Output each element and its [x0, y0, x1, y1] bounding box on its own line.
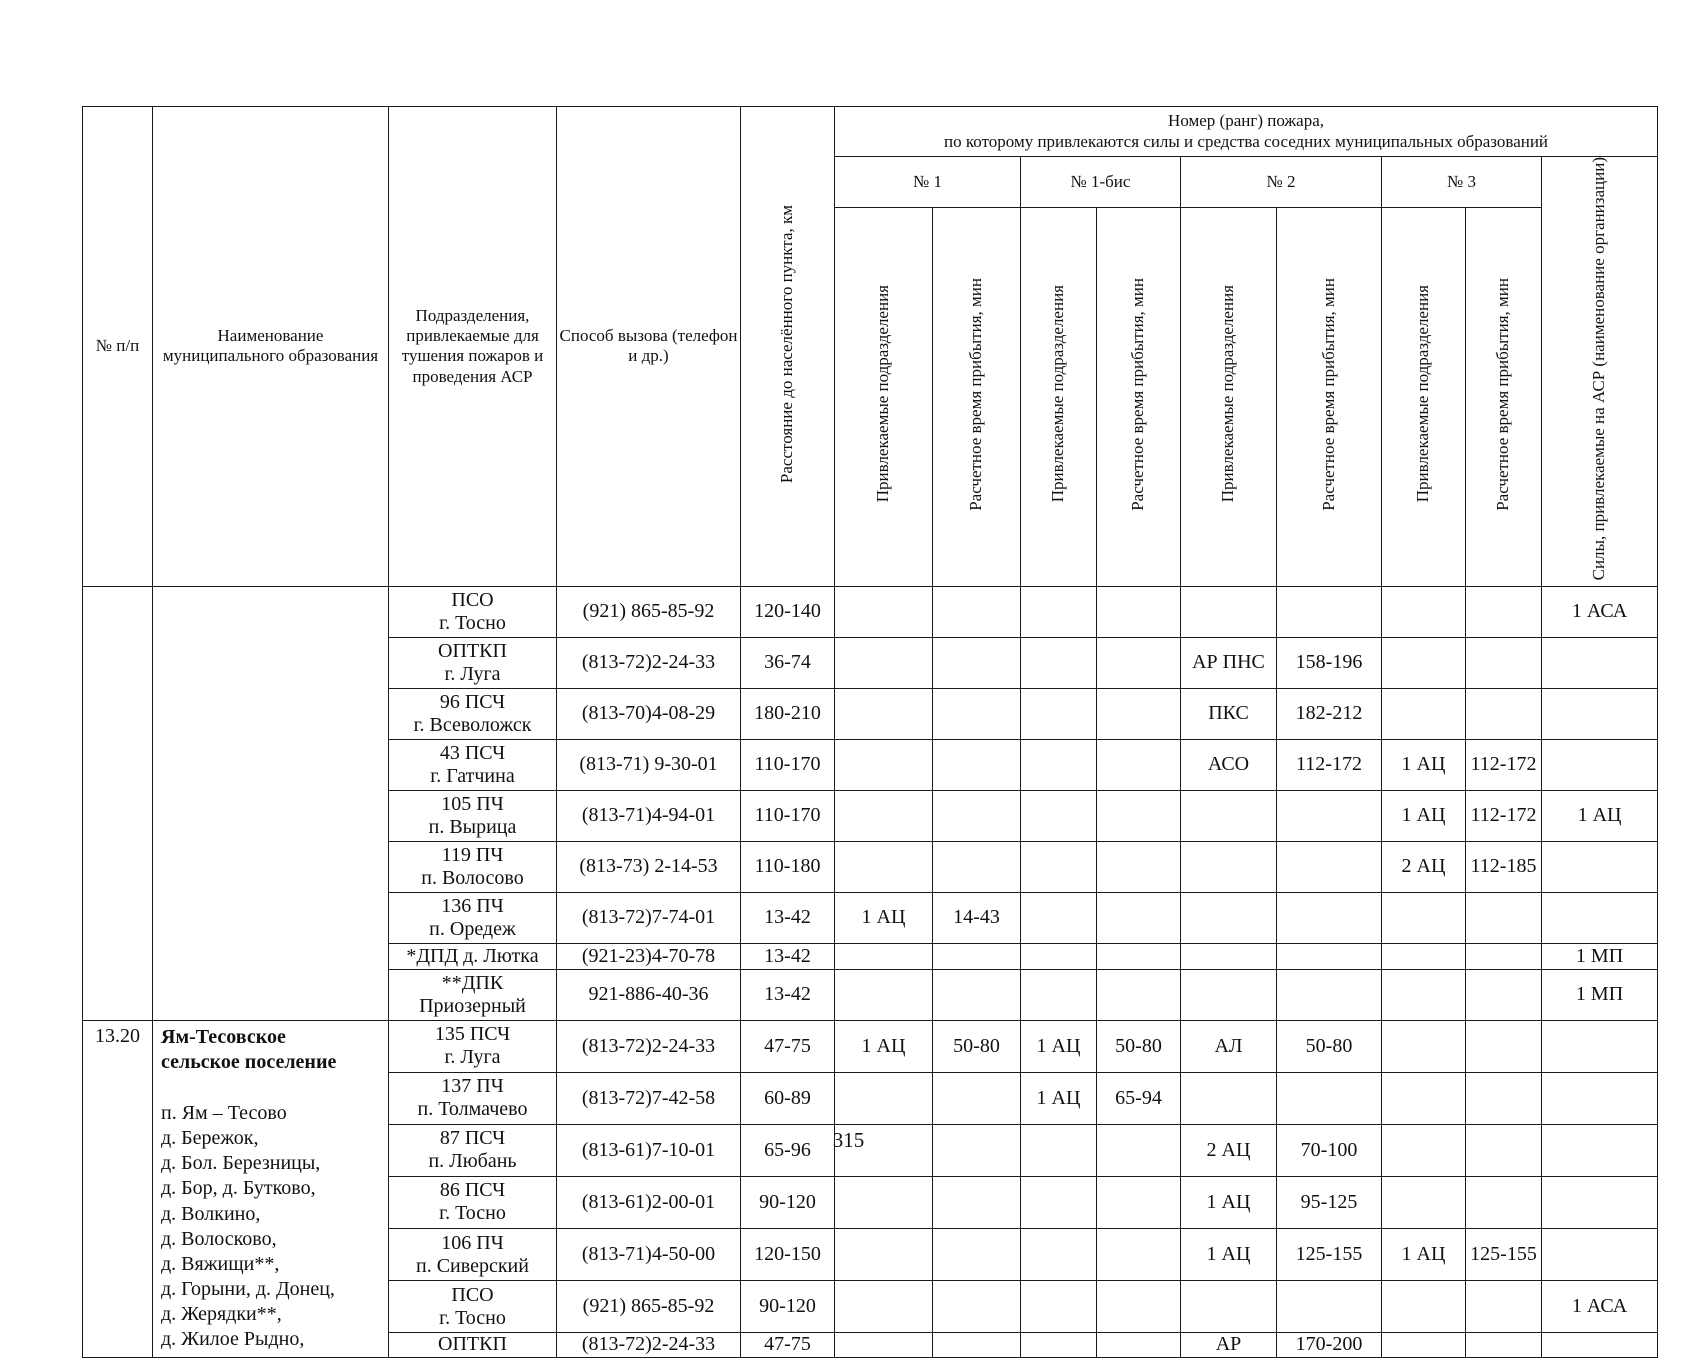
- unit-line: ОПТКП: [438, 1333, 507, 1356]
- call-cell: (813-72)2-24-33: [557, 1020, 741, 1072]
- unit-line: 43 ПСЧ: [439, 741, 506, 764]
- unit-line: 119 ПЧ: [441, 843, 504, 866]
- asr-forces-cell: 1 МП: [1542, 969, 1658, 1020]
- asr-forces-cell: [1542, 841, 1658, 892]
- rank3-units-cell: [1382, 1333, 1466, 1358]
- header-rank-1bis: № 1-бис: [1021, 157, 1181, 208]
- rank1bis-units-cell: [1021, 637, 1097, 688]
- table-body: [83, 586, 1658, 1357]
- num-cell-continued: [83, 586, 153, 1020]
- unit-line: п. Толмачево: [417, 1098, 528, 1121]
- unit-cell: [389, 790, 557, 841]
- rank1-units-cell: [835, 1281, 933, 1333]
- call-cell: (813-61)2-00-01: [557, 1176, 741, 1228]
- unit-line: 137 ПЧ: [441, 1075, 504, 1098]
- rank2-units-cell: [1181, 969, 1277, 1020]
- header-rank1-units: Привлекаемые подразделения: [835, 207, 933, 586]
- header-rank-2: № 2: [1181, 157, 1382, 208]
- rank3-time-cell: [1466, 892, 1542, 943]
- rank2-time-cell: [1277, 790, 1382, 841]
- rank3-units-cell: [1382, 637, 1466, 688]
- unit-cell: [389, 739, 557, 790]
- municipality-cell-continued: [153, 586, 389, 1020]
- rank2-time-cell: 125-155: [1277, 1229, 1382, 1281]
- rank3-time-cell: [1466, 1333, 1542, 1358]
- rank2-units-cell: [1181, 892, 1277, 943]
- rank2-time-cell: 170-200: [1277, 1333, 1382, 1358]
- rank3-time-cell: 112-185: [1466, 841, 1542, 892]
- unit-line: г. Гатчина: [430, 764, 515, 787]
- distance-cell: 13-42: [741, 892, 835, 943]
- rank1bis-units-cell: [1021, 739, 1097, 790]
- rank1bis-time-cell: [1097, 1176, 1181, 1228]
- rank2-time-cell: [1277, 943, 1382, 969]
- rank3-units-cell: [1382, 1072, 1466, 1124]
- rank3-time-cell: 125-155: [1466, 1229, 1542, 1281]
- rank1bis-units-cell: [1021, 1229, 1097, 1281]
- rank2-units-cell: [1181, 586, 1277, 637]
- rank3-units-cell: [1382, 943, 1466, 969]
- rank1bis-units-cell: [1021, 790, 1097, 841]
- rank2-units-cell: ПКС: [1181, 688, 1277, 739]
- rank1bis-units-cell: 1 АЦ: [1021, 1020, 1097, 1072]
- table-row: [83, 586, 1658, 637]
- rank1-units-cell: [835, 969, 933, 1020]
- unit-line: г. Всеволожск: [413, 713, 532, 736]
- rank2-time-cell: 50-80: [1277, 1020, 1382, 1072]
- rank1bis-units-cell: [1021, 1176, 1097, 1228]
- asr-forces-cell: [1542, 739, 1658, 790]
- asr-forces-cell: [1542, 688, 1658, 739]
- rank3-units-cell: [1382, 688, 1466, 739]
- unit-line: п. Вырица: [428, 815, 517, 838]
- call-cell: (813-72)2-24-33: [557, 637, 741, 688]
- rank3-time-cell: [1466, 969, 1542, 1020]
- rank3-time-cell: [1466, 1281, 1542, 1333]
- rank2-time-cell: [1277, 1072, 1382, 1124]
- rank3-units-cell: [1382, 892, 1466, 943]
- unit-cell: [389, 637, 557, 688]
- rank1bis-time-cell: [1097, 739, 1181, 790]
- rank1-time-cell: 50-80: [933, 1020, 1021, 1072]
- rank3-time-cell: [1466, 1072, 1542, 1124]
- rank2-time-cell: [1277, 1281, 1382, 1333]
- unit-line: г. Луга: [444, 1046, 501, 1069]
- unit-line: 96 ПСЧ: [439, 690, 506, 713]
- municipality-name-line: Ям-Тесовское: [161, 1025, 286, 1048]
- rank1-time-cell: [933, 1072, 1021, 1124]
- settlement-item: д. Жилое Рыдно,: [161, 1328, 305, 1351]
- rank2-units-cell: АЛ: [1181, 1020, 1277, 1072]
- call-cell: (813-71)4-94-01: [557, 790, 741, 841]
- unit-line: **ДПК: [441, 971, 504, 994]
- rank3-units-cell: [1382, 969, 1466, 1020]
- municipality-name: [161, 1025, 380, 1075]
- rank1-units-cell: [835, 841, 933, 892]
- asr-forces-cell: [1542, 1229, 1658, 1281]
- distance-cell: 180-210: [741, 688, 835, 739]
- rank1-units-cell: [835, 637, 933, 688]
- unit-line: ОПТКП: [438, 639, 507, 662]
- asr-forces-cell: [1542, 1333, 1658, 1358]
- municipality-cell: [153, 1020, 389, 1357]
- rank1-units-cell: [835, 739, 933, 790]
- call-cell: (813-73) 2-14-53: [557, 841, 741, 892]
- call-cell: (921) 865-85-92: [557, 586, 741, 637]
- rank1bis-units-cell: [1021, 943, 1097, 969]
- rank2-units-cell: 2 АЦ: [1181, 1124, 1277, 1176]
- call-cell: 921-886-40-36: [557, 969, 741, 1020]
- rank2-units-cell: [1181, 943, 1277, 969]
- page-number: 315: [832, 1128, 865, 1152]
- rank2-time-cell: [1277, 586, 1382, 637]
- asr-forces-cell: 1 АЦ: [1542, 790, 1658, 841]
- rank2-units-cell: АР ПНС: [1181, 637, 1277, 688]
- call-cell: (813-72)7-42-58: [557, 1072, 741, 1124]
- header-rank-3: № 3: [1382, 157, 1542, 208]
- settlement-item: д. Вяжищи**,: [161, 1252, 280, 1275]
- rank1-units-cell: [835, 688, 933, 739]
- rank2-units-cell: [1181, 790, 1277, 841]
- distance-cell: 47-75: [741, 1333, 835, 1358]
- rank1bis-time-cell: 65-94: [1097, 1072, 1181, 1124]
- unit-line: г. Луга: [444, 662, 501, 685]
- settlement-item: д. Волосково,: [161, 1227, 277, 1250]
- unit-line: п. Любань: [428, 1150, 517, 1173]
- rank1-units-cell: [835, 943, 933, 969]
- rank1-time-cell: [933, 739, 1021, 790]
- rank1-units-cell: [835, 1176, 933, 1228]
- unit-cell: [389, 1229, 557, 1281]
- rank3-time-cell: [1466, 586, 1542, 637]
- distance-cell: 110-170: [741, 790, 835, 841]
- unit-line: 105 ПЧ: [441, 792, 504, 815]
- rank1bis-units-cell: [1021, 1281, 1097, 1333]
- settlement-item: д. Бол. Березницы,: [161, 1152, 321, 1175]
- rank2-time-cell: 158-196: [1277, 637, 1382, 688]
- distance-cell: 90-120: [741, 1176, 835, 1228]
- rank1bis-units-cell: [1021, 969, 1097, 1020]
- rank1-time-cell: [933, 637, 1021, 688]
- call-cell: (921-23)4-70-78: [557, 943, 741, 969]
- unit-line: 87 ПСЧ: [439, 1127, 506, 1150]
- unit-cell: [389, 688, 557, 739]
- rank3-time-cell: 112-172: [1466, 739, 1542, 790]
- rank2-units-cell: АСО: [1181, 739, 1277, 790]
- distance-cell: 65-96: [741, 1124, 835, 1176]
- rank1bis-time-cell: [1097, 688, 1181, 739]
- call-cell: (813-71) 9-30-01: [557, 739, 741, 790]
- unit-cell: [389, 1072, 557, 1124]
- rank1bis-units-cell: 1 АЦ: [1021, 1072, 1097, 1124]
- fire-forces-table: [82, 106, 1658, 1358]
- unit-cell: [389, 586, 557, 637]
- unit-line: п. Волосово: [421, 866, 524, 889]
- call-cell: (813-71)4-50-00: [557, 1229, 741, 1281]
- rank1bis-time-cell: [1097, 586, 1181, 637]
- rank2-time-cell: 70-100: [1277, 1124, 1382, 1176]
- distance-cell: 90-120: [741, 1281, 835, 1333]
- rank3-units-cell: [1382, 586, 1466, 637]
- rank1-units-cell: [835, 790, 933, 841]
- unit-cell: [389, 1176, 557, 1228]
- row-number: 13.20: [83, 1020, 153, 1357]
- rank3-time-cell: [1466, 688, 1542, 739]
- rank3-units-cell: [1382, 1176, 1466, 1228]
- header-rank2-time: Расчетное время прибытия, мин: [1277, 207, 1382, 586]
- unit-cell: [389, 969, 557, 1020]
- rank1bis-units-cell: [1021, 586, 1097, 637]
- rank2-time-cell: 95-125: [1277, 1176, 1382, 1228]
- unit-line: Приозерный: [419, 994, 526, 1017]
- unit-line: 106 ПЧ: [441, 1231, 504, 1254]
- rank1-units-cell: [835, 1333, 933, 1358]
- unit-line: п. Оредеж: [429, 917, 516, 940]
- rank2-time-cell: [1277, 892, 1382, 943]
- call-cell: (813-70)4-08-29: [557, 688, 741, 739]
- distance-cell: 110-170: [741, 739, 835, 790]
- header-rank1bis-time: Расчетное время прибытия, мин: [1097, 207, 1181, 586]
- rank3-time-cell: 112-172: [1466, 790, 1542, 841]
- distance-cell: 47-75: [741, 1020, 835, 1072]
- rank2-time-cell: 112-172: [1277, 739, 1382, 790]
- rank3-units-cell: [1382, 1020, 1466, 1072]
- unit-cell: [389, 943, 557, 969]
- settlement-item: д. Горыни, д. Донец,: [161, 1278, 335, 1301]
- rank1bis-units-cell: [1021, 841, 1097, 892]
- distance-cell: 110-180: [741, 841, 835, 892]
- rank1bis-units-cell: [1021, 892, 1097, 943]
- rank2-units-cell: 1 АЦ: [1181, 1229, 1277, 1281]
- rank1-time-cell: [933, 688, 1021, 739]
- rank1bis-units-cell: [1021, 688, 1097, 739]
- asr-forces-cell: [1542, 1176, 1658, 1228]
- header-rank3-time: Расчетное время прибытия, мин: [1466, 207, 1542, 586]
- distance-cell: 60-89: [741, 1072, 835, 1124]
- rank1-units-cell: 1 АЦ: [835, 1020, 933, 1072]
- header-rank2-units: Привлекаемые подразделения: [1181, 207, 1277, 586]
- rank1-time-cell: [933, 586, 1021, 637]
- rank1bis-units-cell: [1021, 1333, 1097, 1358]
- asr-forces-cell: [1542, 1020, 1658, 1072]
- rank3-time-cell: [1466, 637, 1542, 688]
- rank1-time-cell: [933, 841, 1021, 892]
- rank3-time-cell: [1466, 1176, 1542, 1228]
- distance-cell: 36-74: [741, 637, 835, 688]
- rank2-time-cell: 182-212: [1277, 688, 1382, 739]
- asr-forces-cell: 1 АСА: [1542, 586, 1658, 637]
- rank1bis-time-cell: [1097, 1333, 1181, 1358]
- header-rank1-time: Расчетное время прибытия, мин: [933, 207, 1021, 586]
- header-num: № п/п: [83, 107, 153, 587]
- header-municipality: Наименование муниципального образования: [153, 107, 389, 587]
- unit-cell: [389, 1020, 557, 1072]
- rank1bis-time-cell: 50-80: [1097, 1020, 1181, 1072]
- rank3-units-cell: 2 АЦ: [1382, 841, 1466, 892]
- call-cell: (813-72)7-74-01: [557, 892, 741, 943]
- call-cell: (813-61)7-10-01: [557, 1124, 741, 1176]
- call-cell: (921) 865-85-92: [557, 1281, 741, 1333]
- rank1-units-cell: [835, 1072, 933, 1124]
- rank1-time-cell: [933, 1229, 1021, 1281]
- unit-line: п. Сиверский: [416, 1254, 529, 1277]
- rank1bis-time-cell: [1097, 841, 1181, 892]
- table-row: [83, 1020, 1658, 1072]
- rank2-time-cell: [1277, 841, 1382, 892]
- rank1-units-cell: 1 АЦ: [835, 892, 933, 943]
- header-rank1bis-units: Привлекаемые подразделения: [1021, 207, 1097, 586]
- rank3-units-cell: [1382, 1281, 1466, 1333]
- header-units: Подразделения, привлекаемые для тушения пожаров и проведения АСР: [389, 107, 557, 587]
- unit-line: 135 ПСЧ: [434, 1023, 511, 1046]
- unit-line: ПСО: [451, 1283, 494, 1306]
- asr-forces-cell: 1 АСА: [1542, 1281, 1658, 1333]
- rank1-time-cell: [933, 1281, 1021, 1333]
- settlement-item: д. Волкино,: [161, 1202, 261, 1225]
- rank1bis-time-cell: [1097, 637, 1181, 688]
- rank1-time-cell: [933, 1333, 1021, 1358]
- rank1bis-time-cell: [1097, 969, 1181, 1020]
- rank2-units-cell: АР: [1181, 1333, 1277, 1358]
- distance-cell: 120-150: [741, 1229, 835, 1281]
- rank1bis-time-cell: [1097, 1229, 1181, 1281]
- rank3-units-cell: 1 АЦ: [1382, 790, 1466, 841]
- unit-line: г. Тосно: [439, 611, 506, 634]
- municipality-name-line: сельское поселение: [161, 1050, 337, 1073]
- rank1-time-cell: [933, 943, 1021, 969]
- distance-cell: 13-42: [741, 943, 835, 969]
- rank1-time-cell: 14-43: [933, 892, 1021, 943]
- header-distance: Расстояние до населённого пункта, км: [741, 107, 835, 587]
- header-fire-rank: Номер (ранг) пожара, по которому привлекаются силы и средства соседних муниципальных образований: [835, 107, 1658, 157]
- settlement-item: д. Бережок,: [161, 1126, 259, 1149]
- settlement-item: д. Бор, д. Бутково,: [161, 1177, 316, 1200]
- unit-cell: [389, 892, 557, 943]
- asr-forces-cell: [1542, 637, 1658, 688]
- unit-line: г. Тосно: [439, 1306, 506, 1329]
- rank1-time-cell: [933, 790, 1021, 841]
- settlement-item: д. Жерядки**,: [161, 1303, 282, 1326]
- header-rank3-units: Привлекаемые подразделения: [1382, 207, 1466, 586]
- rank2-time-cell: [1277, 969, 1382, 1020]
- rank2-units-cell: [1181, 1281, 1277, 1333]
- unit-line: 86 ПСЧ: [439, 1179, 506, 1202]
- unit-line: г. Тосно: [439, 1202, 506, 1225]
- rank1bis-time-cell: [1097, 790, 1181, 841]
- rank3-time-cell: [1466, 943, 1542, 969]
- rank3-time-cell: [1466, 1020, 1542, 1072]
- rank2-units-cell: 1 АЦ: [1181, 1176, 1277, 1228]
- rank1-time-cell: [933, 1176, 1021, 1228]
- distance-cell: 13-42: [741, 969, 835, 1020]
- rank1bis-time-cell: [1097, 943, 1181, 969]
- settlement-item: п. Ям – Тесово: [161, 1101, 287, 1124]
- header-rank-1: № 1: [835, 157, 1021, 208]
- asr-forces-cell: [1542, 1072, 1658, 1124]
- rank1-time-cell: [933, 969, 1021, 1020]
- rank2-units-cell: [1181, 1072, 1277, 1124]
- rank1-units-cell: [835, 586, 933, 637]
- header-call-method: Способ вызова (телефон и др.): [557, 107, 741, 587]
- unit-cell: [389, 1333, 557, 1358]
- unit-line: ПСО: [451, 588, 494, 611]
- call-cell: (813-72)2-24-33: [557, 1333, 741, 1358]
- rank1bis-time-cell: [1097, 1281, 1181, 1333]
- rank2-units-cell: [1181, 841, 1277, 892]
- distance-cell: 120-140: [741, 586, 835, 637]
- rank3-units-cell: 1 АЦ: [1382, 1229, 1466, 1281]
- unit-line: 136 ПЧ: [441, 894, 504, 917]
- unit-cell: [389, 1281, 557, 1333]
- header-asr-forces: Силы, привлекаемые на АСР (наименование организации): [1542, 157, 1658, 587]
- unit-line: *ДПД д. Лютка: [406, 944, 539, 967]
- rank3-units-cell: 1 АЦ: [1382, 739, 1466, 790]
- rank1-units-cell: [835, 1229, 933, 1281]
- asr-forces-cell: [1542, 892, 1658, 943]
- unit-cell: [389, 841, 557, 892]
- rank1bis-time-cell: [1097, 892, 1181, 943]
- asr-forces-cell: 1 МП: [1542, 943, 1658, 969]
